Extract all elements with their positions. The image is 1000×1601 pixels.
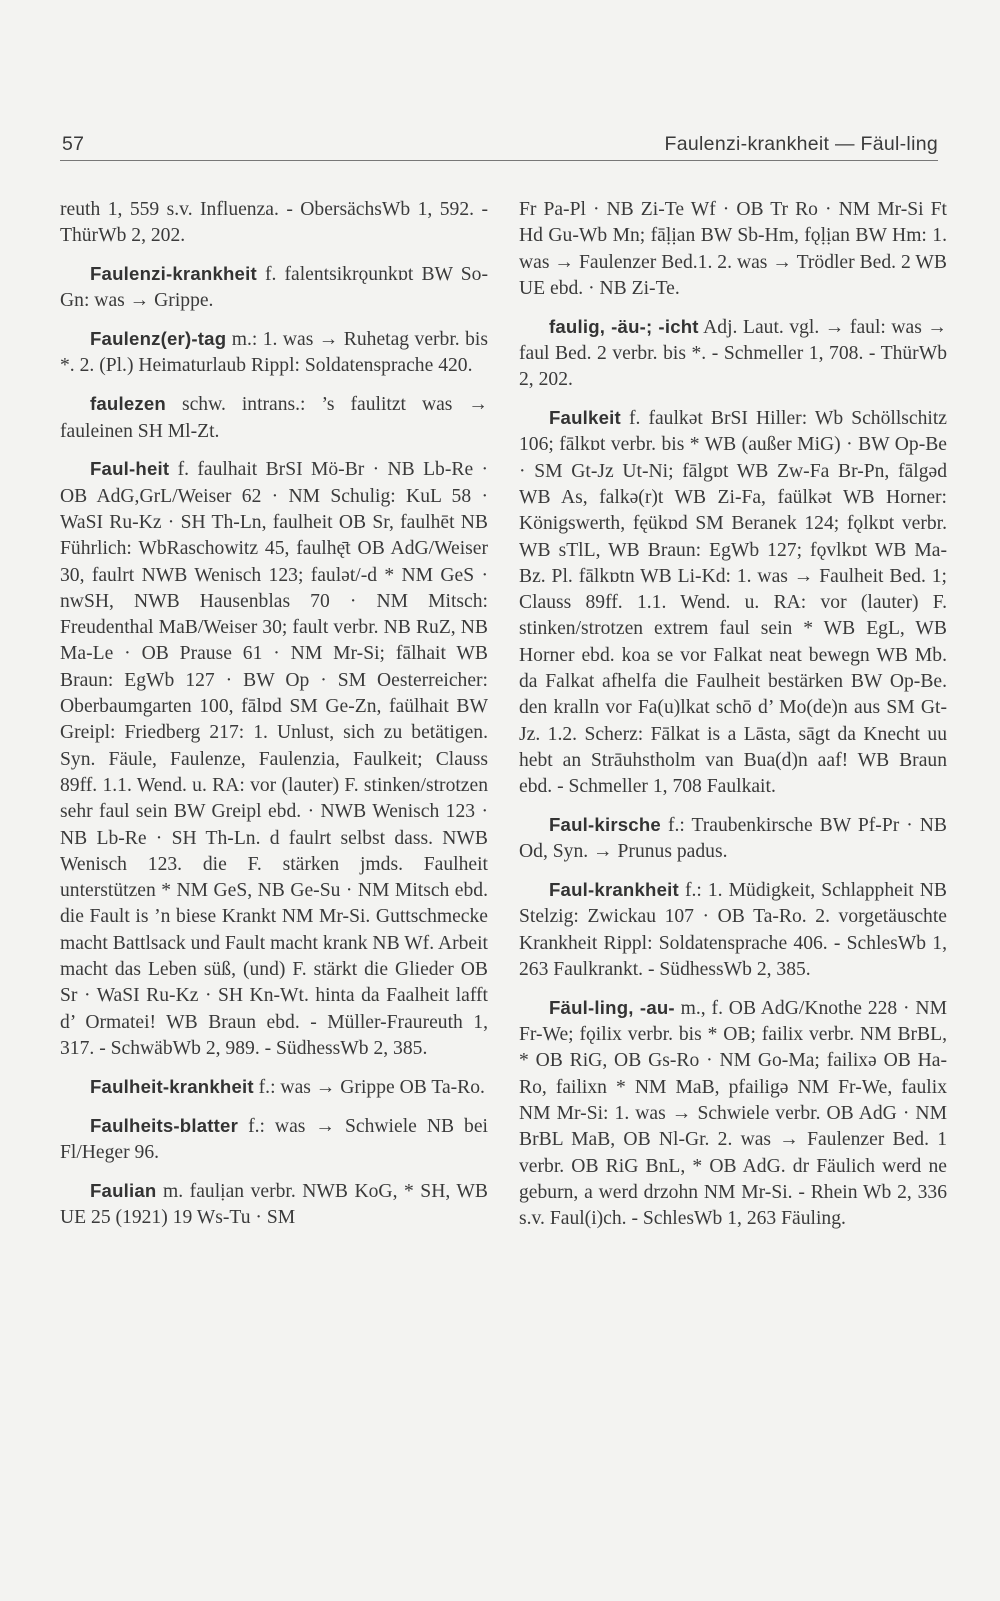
entry-body: reuth 1, 559 s.v. Influenza. - ObersächsWb 1, 592. - ThürWb 2, 202. [60,199,488,247]
dictionary-entry [60,261,488,315]
entry-body: f.: was → Schwiele NB bei Fl/Heger 96. [60,1115,488,1163]
dictionary-entry [519,812,947,866]
entry-body: Fr Pa-Pl · NB Zi-Te Wf · OB Tr Ro · NM Mr-Si Ft Hd Gu-Wb Mn; fāḷịan BW Sb-Hm, fǫḷịan BW Hm: 1. was → Faulenzer Bed.1. 2. was → Trödler Bed. 2 WB UE ebd. · NB Zi-Te. [519,199,947,299]
entry-lemma: Faul-heit [90,458,170,480]
dictionary-entry [60,456,488,1062]
entry-body: m. faulịan verbr. NWB KoG, * SH, WB UE 25 (1921) 19 Ws-Tu · SM [60,1180,488,1228]
entry-body: m., f. OB AdG/Knothe 228 · NM Fr-We; fǫilix verbr. bis * OB; failix verbr. NM BrBL, * OB RiG, OB Gs-Ro · NM Go-Ma; failixə OB Ha-Ro, failixn * NM MaB, pfailigə NM Fr-We, faulix NM Mr-Si: 1. was → Schwiele verbr. OB AdG · NM BrBL MaB, OB Nl-Gr. 2. was → Faulenzer Bed. 1 verbr. OB RiG BnL, * OB AdG. dr Fäulich werd ne geburn, a werd drzohn NM Mr-Si. - Rhein Wb 2, 336 s.v. Faul(i)ch. - SchlesWb 1, 263 Fäuling. [519,997,947,1230]
entry-lemma: Faulenz(er)-tag [90,328,227,350]
entry-body: f.: 1. Müdigkeit, Schlappheit NB Stelzig: Zwickau 107 · OB Ta-Ro. 2. vorgetäuschte Krankheit Rippl: Soldatensprache 406. - SchlesWb 1, 263 Faulkrankt. - SüdhessWb 2, 385. [519,880,947,981]
entry-body: Adj. Laut. vgl. → faul: was → faul Bed. 2 verbr. bis *. - Schmeller 1, 708. - ThürWb 2, 202. [519,316,947,391]
dictionary-entry [519,995,947,1233]
dictionary-entry [60,1178,488,1232]
entry-lemma: Faul-krankheit [549,879,679,901]
dictionary-entry [519,405,947,800]
entry-body: f.: Traubenkirsche BW Pf-Pr · NB Od, Syn. → Prunus padus. [519,815,947,863]
entry-body: f. falentsikrǫunkɒt BW So-Gn: was → Grippe. [60,264,488,312]
entry-lemma: Faulheits-blatter [90,1114,239,1136]
page-header [60,130,938,161]
entry-lemma: Faulkeit [549,407,621,429]
entry-body: f.: was → Grippe OB Ta-Ro. [258,1076,485,1098]
entry-body: m.: 1. was → Ruhetag verbr. bis *. 2. (Pl.) Heimaturlaub Rippl: Soldatensprache 420. [60,329,488,377]
entry-lemma: Faulheit-krankheit [90,1075,254,1097]
dictionary-entry [519,877,947,983]
entry-body: f. faulhait BrSI Mö-Br · NB Lb-Re · OB AdG,GrL/Weiser 62 · NM Schulig: KuL 58 · WaSI Ru-Kz · SH Th-Ln, faulheit OB Sr, faulhēt NB Führlich: WbRaschowitz 45, faulhę̄t OB AdG/Weiser 30, faulrt NWB Wenisch 123; faulət/-d * NM GeS · nwSH, NWB Hausenblas 70 · NM Mitsch: Freudenthal MaB/Weiser 30; fault verbr. NB RuZ, NB Ma-Le · OB Prause 61 · NM Mr-Si; fālhait WB Braun: EgWb 127 · BW Op · SM Oesterreicher: Oberbaumgarten 100, fālɒd SM Ge-Zn, faülhait BW Greipl: Friedberg 217: 1. Unlust, sich zu betätigen. Syn. Fäule, Faulenze, Faulenzia, Faulkeit; Clauss 89ff. 1.1. Wend. u. RA: vor (lauter) F. stinken/strotzen sehr faul sein BW Greipl ebd. · NWB Wenisch 123 · NB Lb-Re · SH Th-Ln. d faulrt selbst dass. NWB Wenisch 123. die F. stärken jmds. Faulheit unterstützen * NM GeS, NB Ge-Su · NM Mitsch ebd. die Fault is ’n biese Krankt NM Mr-Si. Guttschmecke macht Battlsack und Fault macht krank NB Wf. Arbeit macht das Leben süß, (und) F. stärkt die Glieder OB Sr · WaSI Ru-Kz · SH Kn-Wt. hinta da Faalheit lafft d’ Ormatei! WB Braun ebd. - Müller-Fraureuth 1, 317. - SchwäbWb 2, 989. - SüdhessWb 2, 385. [60,459,489,1059]
left-column [60,197,488,1243]
entry-continuation [519,197,947,302]
dictionary-entry [60,1113,488,1167]
right-column [519,197,947,1244]
entry-lemma: Faulian [90,1179,157,1201]
page-number: 57 [62,133,85,155]
entry-lemma: Faul-kirsche [549,814,661,836]
dictionary-entry [519,314,947,394]
dictionary-entry [60,326,488,380]
running-head: Faulenzi-krankheit — Fäul-ling [664,133,938,155]
entry-lemma: Faulenzi-krankheit [90,263,257,285]
entry-lemma: faulig, -äu-; -icht [549,315,699,337]
entry-lemma: faulezen [90,393,166,415]
entry-lemma: Fäul-ling, -au- [549,996,675,1018]
entry-body: schw. intrans.: ’s faulitzt was → fauleinen SH Ml-Zt. [60,394,488,442]
entry-continuation [60,197,488,250]
entry-body: f. faulkət BrSI Hiller: Wb Schöllschitz 106; fālkɒt verbr. bis * WB (außer MiG) · BW Op-Be · SM Gt-Jz Ut-Ni; fālgɒt WB Zw-Fa Br-Pn, fālgəd WB As, falkə(r)t WB Zi-Fa, faülkət WB Horner: Königswerth, fęükɒd SM Beranek 124; fǫlkɒt verbr. WB sTlL, WB Braun: EgWb 127; fǫvlkɒt WB Ma-Bz. Pl. fālkɒtn WB Li-Kd: 1. was → Faulheit Bed. 1; Clauss 89ff. 1.1. Wend. u. RA: vor (lauter) F. stinken/strotzen extrem faul sein * WB EgL, WB Horner ebd. koa se vor Falkat neat bewegn WB Mb. da Falkat afhelfa die Faulheit bestärken BW Op-Be. den kralln vor Fa(u)lkat schō d’ Mo(de)n aus SM Gt-Jz. 1.2. Scherz: Fālkat is a Lāsta, sāgt da Knecht uu hebt an Strāuhstholm van Bua(d)n aaf! WB Braun ebd. - Schmeller 1, 708 Faulkait. [519,408,947,798]
dictionary-entry [60,1074,488,1101]
dictionary-entry [60,391,488,445]
